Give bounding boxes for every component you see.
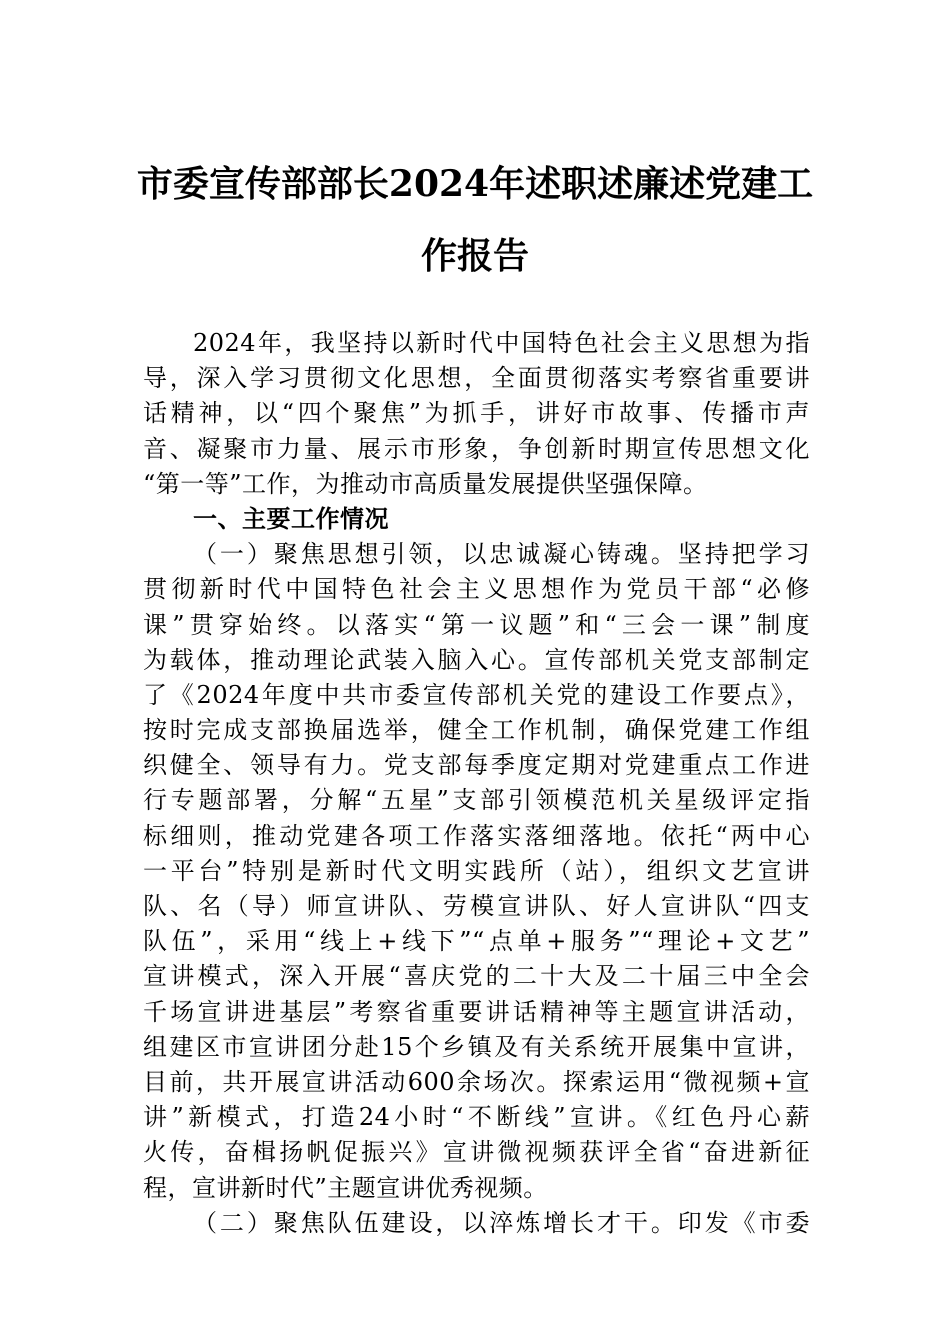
paragraph-line: 队伍”，采用“线上+线下”“点单+服务”“理论+文艺” — [143, 927, 810, 956]
intro-line: 2024年，我坚持以新时代中国特色社会主义思想为指 — [193, 329, 810, 357]
paragraph-line: （一）聚焦思想引领，以忠诚凝心铸魂。坚持把学习 — [193, 540, 810, 569]
paragraph-line: 火传，奋楫扬帆促振兴》宣讲微视频获评全省“奋进新征 — [143, 1138, 810, 1167]
paragraph-line: 行专题部署，分解“五星”支部引领模范机关星级评定指 — [143, 786, 810, 815]
paragraph-line: 讲”新模式，打造24小时“不断线”宣讲。《红色丹心薪 — [143, 1103, 810, 1132]
paragraph-line: 织健全、领导有力。党支部每季度定期对党建重点工作进 — [143, 751, 810, 780]
paragraph-line: 为载体，推动理论武装入脑入心。宣传部机关党支部制定 — [143, 645, 810, 674]
paragraph-line: （二）聚焦队伍建设，以淬炼增长才干。印发《市委 — [193, 1208, 810, 1237]
paragraph-line: 贯彻新时代中国特色社会主义思想作为党员干部“必修 — [143, 575, 810, 604]
intro-line: 音、凝聚市力量、展示市形象，争创新时期宣传思想文化 — [143, 434, 810, 463]
paragraph-line: 队、名（导）师宣讲队、劳模宣讲队、好人宣讲队“四支 — [143, 892, 810, 920]
paragraph-line: 标细则，推动党建各项工作落实落细落地。依托“两中心 — [143, 821, 810, 850]
paragraph-line: 宣讲模式，深入开展“喜庆党的二十大及二十届三中全会 — [143, 962, 810, 991]
paragraph-line: 一平台”特别是新时代文明实践所（站），组织文艺宣讲 — [143, 856, 810, 885]
report-title-line-1: 市委宣传部部长2024年述职述廉述党建工 — [136, 163, 814, 205]
paragraph-line: 了《2024年度中共市委宣传部机关党的建设工作要点》， — [143, 680, 810, 709]
section-heading: 一、主要工作情况 — [193, 504, 389, 533]
report-body — [143, 326, 810, 1241]
intro-line: “第一等”工作，为推动市高质量发展提供坚强保障。 — [143, 469, 708, 498]
paragraph-line: 组建区市宣讲团分赴15个乡镇及有关系统开展集中宣讲， — [143, 1032, 810, 1061]
paragraph-line: 按时完成支部换届选举，健全工作机制，确保党建工作组 — [143, 716, 810, 745]
intro-line: 话精神，以“四个聚焦”为抓手，讲好市故事、传播市声 — [143, 399, 810, 428]
paragraph-line: 目前，共开展宣讲活动600余场次。探索运用“微视频+宣 — [143, 1067, 810, 1096]
report-title-line-2: 作报告 — [420, 235, 529, 277]
intro-line: 导，深入学习贯彻文化思想，全面贯彻落实考察省重要讲 — [143, 364, 810, 393]
paragraph-line: 课”贯穿始终。以落实“第一议题”和“三会一课”制度 — [143, 610, 810, 639]
paragraph-line: 千场宣讲进基层”考察省重要讲话精神等主题宣讲活动， — [143, 997, 810, 1026]
paragraph-line: 程，宣讲新时代”主题宣讲优秀视频。 — [143, 1173, 548, 1202]
